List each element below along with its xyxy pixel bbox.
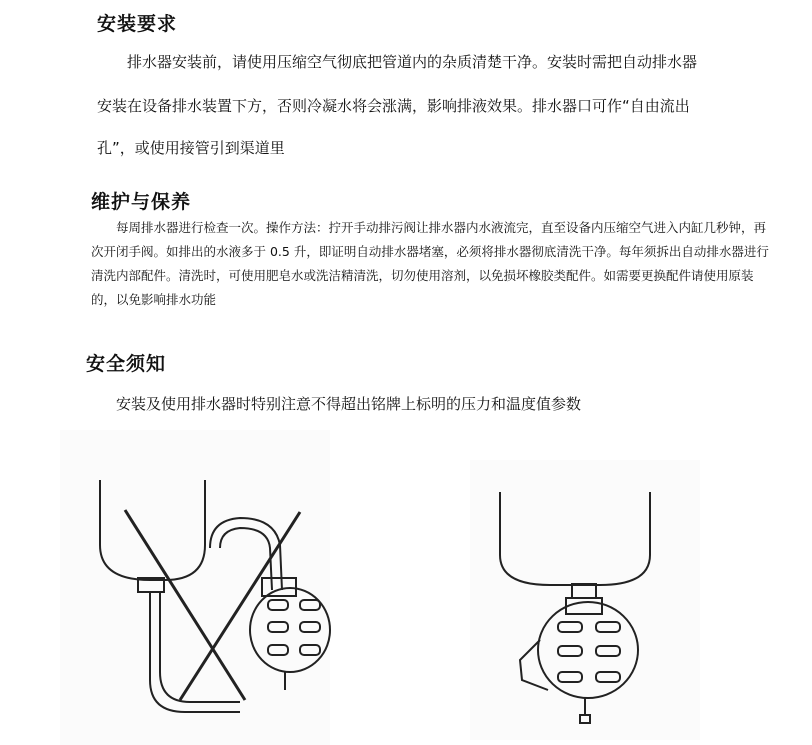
installation-figures	[0, 425, 812, 745]
wrong-installation-diagram	[60, 430, 330, 745]
maintenance-paragraph: 每周排水器进行检查一次。操作方法：拧开手动排污阀让排水器内水液流完，直至设备内压缩空气进入内缸几秒钟，再次开闭手阀。如排出的水液多于 0.5 升，即证明自动排水器堵塞，必须将排水器彻底清洗干净。每年须拆出自动排水器进行清洗内部配件。清洗时，可使用肥皂水或洗洁精清洗，切勿使用溶剂，以免损坏橡胶类配件。如需要更换配件请使用原装的，以免影响排水功能	[91, 220, 769, 307]
safety-heading: 安全须知	[86, 353, 167, 375]
install-line-1: 排水器安装前，请使用压缩空气彻底把管道内的杂质清楚干净。安装时需把自动排水器	[127, 53, 698, 71]
maintenance-heading: 维护与保养	[91, 191, 192, 213]
correct-installation-diagram	[470, 460, 700, 740]
install-line-2: 安装在设备排水装置下方，否则冷凝水将会涨满，影响排液效果。排水器口可作“自由流出	[97, 97, 690, 115]
safety-text: 安装及使用排水器时特别注意不得超出铭牌上标明的压力和温度值参数	[116, 395, 582, 413]
install-heading: 安装要求	[97, 13, 178, 35]
install-line-3: 孔”，或使用接管引到渠道里	[97, 139, 285, 157]
